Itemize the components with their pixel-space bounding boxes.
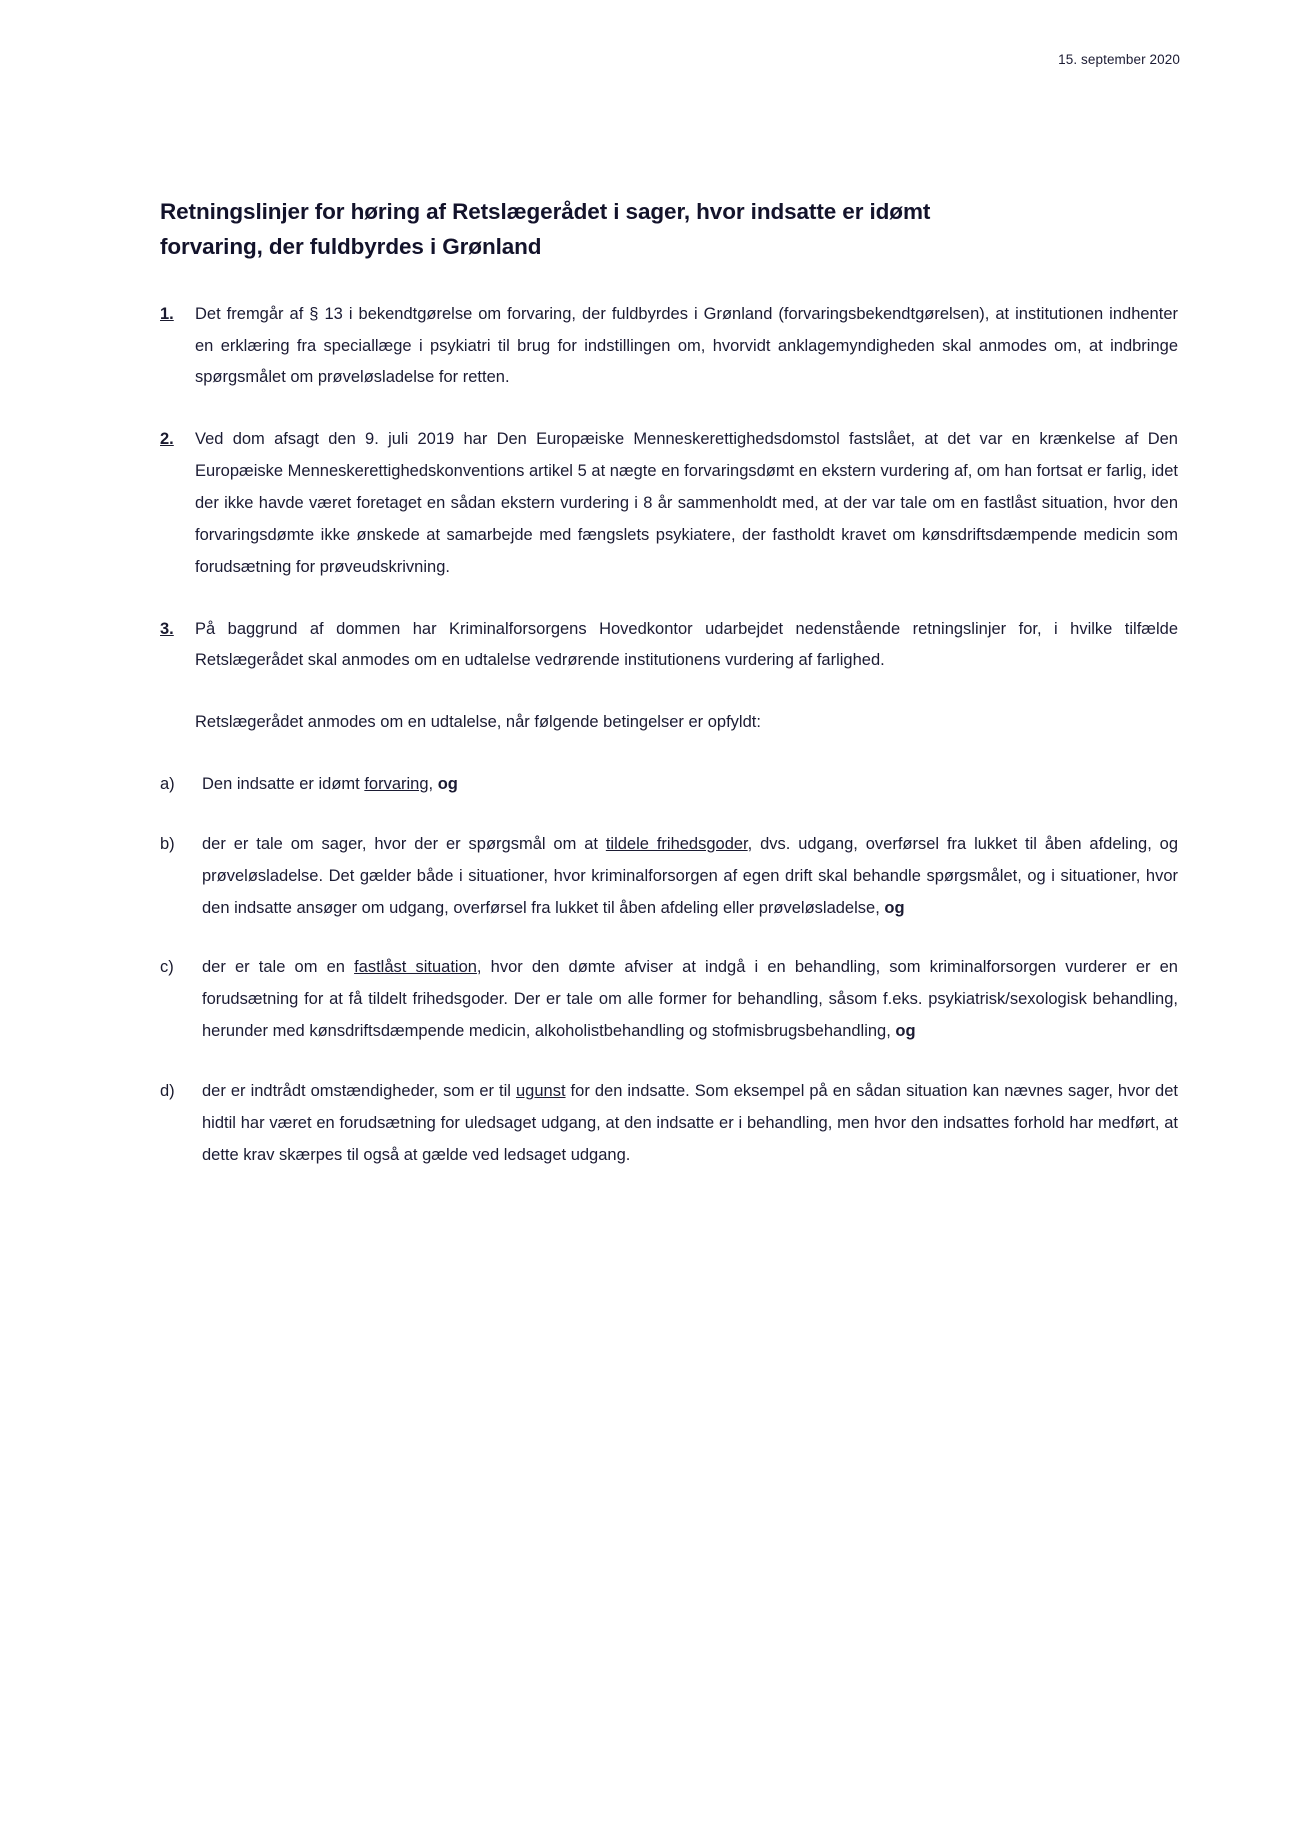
lettered-item-a	[160, 769, 1178, 801]
page-title-line-1: Retningslinjer for høring af Retslægerådet i sager, hvor indsatte er idømt	[160, 199, 931, 224]
lettered-item-marker: c)	[160, 958, 174, 977]
lettered-item-marker: d)	[160, 1081, 175, 1100]
numbered-item-body: På baggrund af dommen har Kriminalforsorgens Hovedkontor udarbejdet nedenstående retningslinjer for, i hvilke tilfælde Retslægerådet skal anmodes om en udtalelse vedrørende institutionens vurdering af farlighed.	[195, 619, 1178, 670]
lettered-item-c	[160, 952, 1178, 1048]
lettered-item-d	[160, 1076, 1178, 1172]
intro-paragraph-text: Retslægerådet anmodes om en udtalelse, når følgende betingelser er opfyldt:	[195, 713, 761, 732]
page-title	[160, 195, 1120, 265]
lettered-item-marker: a)	[160, 775, 175, 794]
lettered-list	[160, 769, 1178, 1171]
document-date-header	[0, 52, 1300, 67]
lettered-item-body: der er tale om sager, hvor der er spørgsmål om at tildele frihedsgoder, dvs. udgang, overførsel fra lukket til åben afdeling, og prøveløsladelse. Det gælder både i situationer, hvor kriminalforsorgen af egen drift skal behandle spørgsmålet, og i situationer, hvor den indsatte ansøger om udgang, overførsel fra lukket til åben afdeling eller prøveløsladelse, og	[202, 834, 1178, 917]
numbered-list	[160, 299, 1178, 677]
numbered-item-body: Ved dom afsagt den 9. juli 2019 har Den Europæiske Menneskerettighedsdomstol fastslået, at det var en krænkelse af Den Europæiske Menneskerettighedskonventions artikel 5 at nægte en forvaringsdømt en ekstern vurdering af, om han fortsat er farlig, idet der ikke havde været foretaget en sådan ekstern vurdering i 8 år sammenholdt med, at der var tale om en fastlåst situation, hvor den forvaringsdømte ikke ønskede at samarbejde med fængslets psykiatere, der fastholdt kravet om kønsdriftsdæmpende medicin som forudsætning for prøveudskrivning.	[195, 430, 1178, 576]
lettered-item-body: Den indsatte er idømt forvaring, og	[202, 775, 458, 794]
intro-paragraph	[160, 707, 1178, 739]
lettered-item-body: der er tale om en fastlåst situation, hvor den dømte afviser at indgå i en behandling, som kriminalforsorgen vurderer er en forudsætning for at få tildelt frihedsgoder. Der er tale om alle former for behandling, såsom f.eks. psykiatrisk/sexologisk behandling, herunder med kønsdriftsdæmpende medicin, alkoholistbehandling og stofmisbrugsbehandling, og	[202, 958, 1178, 1041]
numbered-item-3	[160, 614, 1178, 678]
numbered-item-marker: 2.	[160, 430, 174, 449]
numbered-item-marker: 3.	[160, 619, 174, 638]
numbered-item-2	[160, 424, 1178, 583]
lettered-item-body: der er indtrådt omstændigheder, som er til ugunst for den indsatte. Som eksempel på en sådan situation kan nævnes sager, hvor det hidtil har været en forudsætning for uledsaget udgang, at den indsatte er i behandling, men hvor den indsattes forhold har medført, at dette krav skærpes til også at gælde ved ledsaget udgang.	[202, 1081, 1178, 1164]
lettered-item-b	[160, 829, 1178, 925]
page-title-line-2: forvaring, der fuldbyrdes i Grønland	[160, 233, 542, 259]
document-content	[160, 195, 1178, 1199]
numbered-item-1	[160, 299, 1178, 395]
lettered-item-marker: b)	[160, 834, 175, 853]
numbered-item-body: Det fremgår af § 13 i bekendtgørelse om forvaring, der fuldbyrdes i Grønland (forvaringsbekendtgørelsen), at institutionen indhenter en erklæring fra speciallæge i psykiatri til brug for indstillingen om, hvorvidt anklagemyndigheden skal anmodes om, at indbringe spørgsmålet om prøveløsladelse for retten.	[195, 304, 1178, 387]
numbered-item-marker: 1.	[160, 304, 174, 323]
date-text: 15. september 2020	[1058, 52, 1180, 67]
